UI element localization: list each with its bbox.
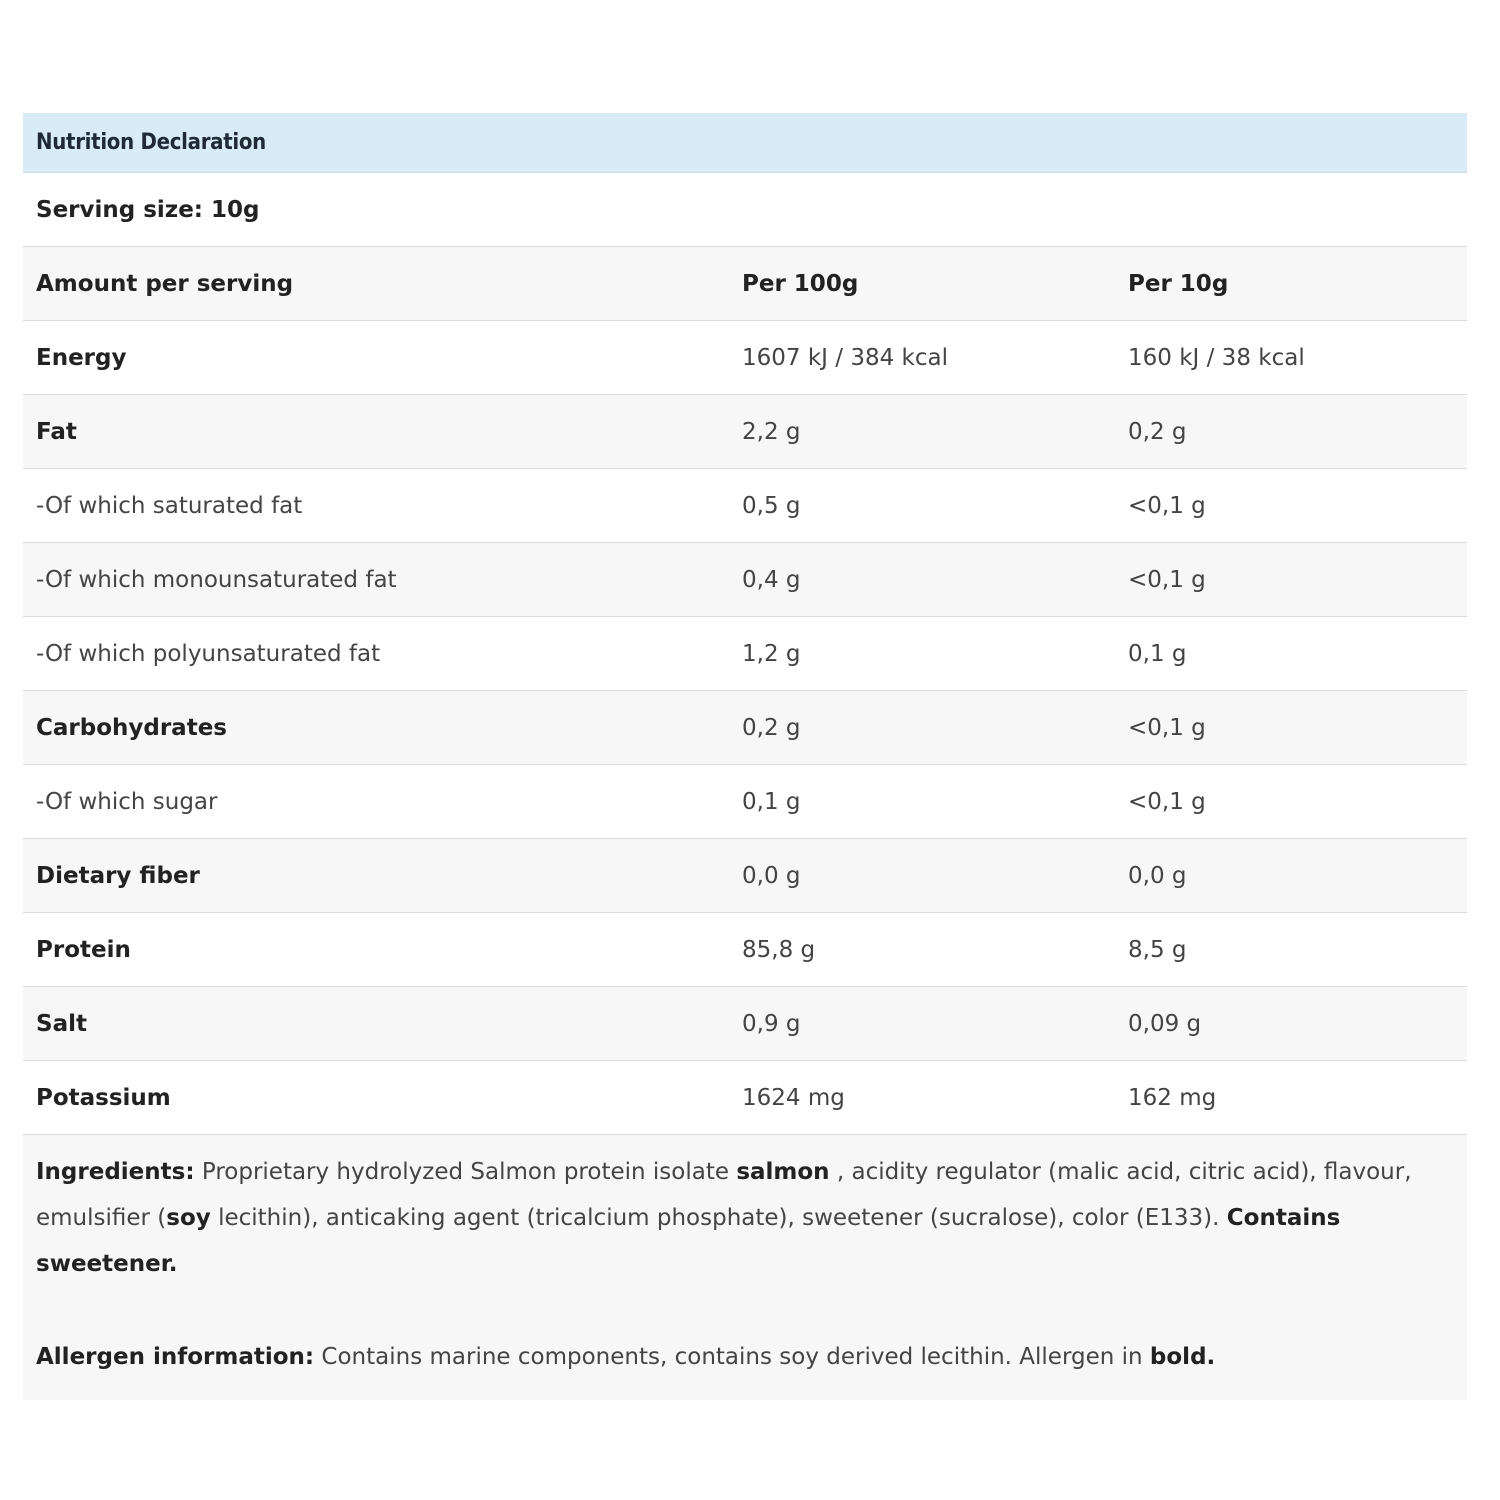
table-row [23, 617, 1467, 691]
allergen-text [36, 1334, 1454, 1380]
nutrient-name: Salt [36, 1010, 87, 1037]
value-per-100g: 0,4 g [742, 566, 801, 593]
nutrient-name: Potassium [36, 1084, 171, 1111]
footer-notes [23, 1135, 1467, 1400]
value-per-10g: <0,1 g [1128, 492, 1206, 519]
table-row [23, 913, 1467, 987]
table-row [23, 1061, 1467, 1135]
value-per-100g: 0,1 g [742, 788, 801, 815]
table-row [23, 691, 1467, 765]
nutrient-name: -Of which polyunsaturated fat [36, 640, 381, 667]
contains-sweetener: Contains sweetener. [36, 1205, 1341, 1277]
value-per-100g: 1607 kJ / 384 kcal [742, 344, 948, 371]
allergen-salmon: salmon [736, 1159, 830, 1185]
value-per-100g: 1624 mg [742, 1084, 845, 1111]
value-per-100g: 2,2 g [742, 418, 801, 445]
nutrient-rows [23, 321, 1467, 1135]
nutrient-name: -Of which sugar [36, 788, 218, 815]
value-per-10g: 0,0 g [1128, 862, 1187, 889]
table-row [23, 543, 1467, 617]
value-per-10g: <0,1 g [1128, 714, 1206, 741]
value-per-100g: 0,9 g [742, 1010, 801, 1037]
nutrient-name: Energy [36, 344, 127, 371]
value-per-10g: 160 kJ / 38 kcal [1128, 344, 1305, 371]
value-per-10g: <0,1 g [1128, 788, 1206, 815]
nutrient-name: Carbohydrates [36, 714, 227, 741]
column-header-per10: Per 10g [1128, 270, 1229, 297]
serving-size: Serving size: 10g [36, 196, 260, 223]
nutrient-name: Dietary fiber [36, 862, 200, 889]
value-per-100g: 0,5 g [742, 492, 801, 519]
serving-size-row [23, 173, 1467, 247]
value-per-100g: 85,8 g [742, 936, 816, 963]
ingredients-part-1: Proprietary hydrolyzed Salmon protein isolate [194, 1159, 737, 1185]
column-header-per100: Per 100g [742, 270, 859, 297]
ingredients-part-3: lecithin), anticaking agent (tricalcium phosphate), sweetener (sucralose), color (E133). [210, 1205, 1227, 1231]
value-per-100g: 1,2 g [742, 640, 801, 667]
value-per-10g: <0,1 g [1128, 566, 1206, 593]
nutrient-name: Fat [36, 418, 77, 445]
nutrient-name: Protein [36, 936, 131, 963]
allergen-body: Contains marine components, contains soy derived lecithin. Allergen in [314, 1344, 1150, 1370]
value-per-10g: 8,5 g [1128, 936, 1187, 963]
column-header-label: Amount per serving [36, 270, 294, 297]
ingredients-part-2: , acidity regulator (malic acid, citric acid), flavour, emulsifier ( [36, 1159, 1412, 1231]
table-row [23, 987, 1467, 1061]
table-row [23, 321, 1467, 395]
table-row [23, 395, 1467, 469]
column-header-row [23, 247, 1467, 321]
value-per-100g: 0,2 g [742, 714, 801, 741]
allergen-soy: soy [166, 1205, 211, 1231]
value-per-10g: 0,1 g [1128, 640, 1187, 667]
value-per-100g: 0,0 g [742, 862, 801, 889]
table-row [23, 839, 1467, 913]
nutrition-table [23, 113, 1467, 1400]
nutrient-name: -Of which saturated fat [36, 492, 303, 519]
value-per-10g: 162 mg [1128, 1084, 1217, 1111]
allergen-label: Allergen information: [36, 1344, 315, 1370]
table-row [23, 469, 1467, 543]
value-per-10g: 0,2 g [1128, 418, 1187, 445]
allergen-bold-note: bold. [1149, 1344, 1216, 1370]
ingredients-text [36, 1149, 1454, 1287]
spacer [36, 1287, 1454, 1334]
table-row [23, 765, 1467, 839]
table-header [23, 113, 1467, 173]
ingredients-label: Ingredients: [36, 1159, 195, 1185]
nutrient-name: -Of which monounsaturated fat [36, 566, 397, 593]
table-title: Nutrition Declaration [36, 130, 266, 155]
value-per-10g: 0,09 g [1128, 1010, 1202, 1037]
